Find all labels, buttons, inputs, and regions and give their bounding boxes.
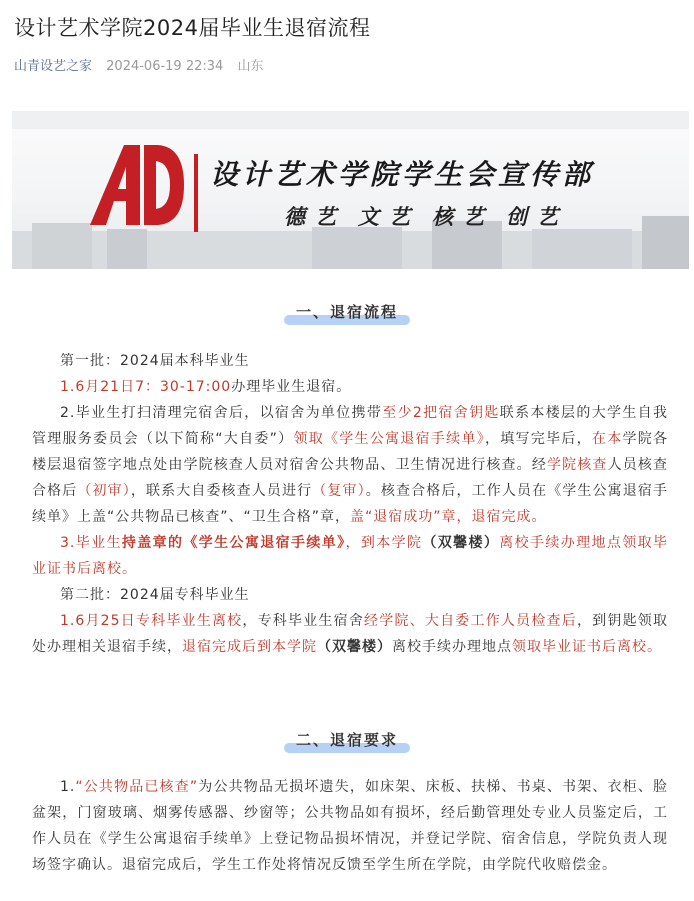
publish-time: 2024-06-19 22:34 bbox=[106, 59, 224, 74]
slogan-item: 德艺 bbox=[284, 204, 346, 229]
author-link[interactable]: 山青设艺之家 bbox=[14, 59, 93, 74]
paragraph: 1.“公共物品已核查”为公共物品无损坏遗失，如床架、床板、扶梯、书桌、书架、衣柜、脸盆架，门窗玻璃、烟雾传感器、纱窗等；公共物品如有损坏，经后勤管理处专业人员鉴定后，工作人员在《学生公寓退宿手续单》上登记物品损坏情况，并登记学院、宿舍信息，学院负责人现场签字确认。退宿完成后，学生工作处将情况反馈至学生所在学院，由学院代收赔偿金。 bbox=[32, 779, 668, 873]
section1-body bbox=[32, 348, 668, 660]
banner-slogan bbox=[284, 201, 580, 231]
banner-divider bbox=[194, 154, 198, 232]
paragraph: 第二批：2024届专科毕业生 bbox=[60, 587, 250, 603]
banner-image bbox=[12, 111, 689, 269]
section2-body bbox=[32, 774, 668, 878]
paragraph: 2.毕业生打扫清理完宿舍后，以宿舍为单位携带至少2把宿舍钥匙联系本楼层的大学生自我管理服务委员会（以下简称“大自委”）领取《学生公寓退宿手续单》，填写完毕后，在本学院各楼层退宿签字地点处由学院核查人员对宿舍公共物品、卫生情况进行核查。经学院核查人员核查合格后（初审），联系大自委核查人员进行（复审）。核查合格后，工作人员在《学生公寓退宿手续单》上盖“公共物品已核查”、“卫生合格”章，盖“退宿成功”章，退宿完成。 bbox=[32, 405, 669, 525]
logo-icon bbox=[86, 139, 186, 229]
slogan-item: 创艺 bbox=[506, 204, 568, 229]
section-heading-1 bbox=[0, 302, 694, 322]
slogan-item: 文艺 bbox=[358, 204, 420, 229]
section-title: 一、退宿流程 bbox=[295, 303, 398, 321]
paragraph: 第一批：2024届本科毕业生 bbox=[60, 353, 250, 369]
slogan-item: 核艺 bbox=[432, 204, 494, 229]
section-heading-2 bbox=[0, 730, 694, 750]
section-title: 二、退宿要求 bbox=[295, 731, 398, 749]
article-title: 设计艺术学院2024届毕业生退宿流程 bbox=[14, 16, 371, 40]
paragraph: 3.毕业生持盖章的《学生公寓退宿手续单》，到本学院（双馨楼）离校手续办理地点领取毕业证书后离校。 bbox=[32, 535, 669, 577]
paragraph: 1.6月25日专科毕业生离校，专科毕业生宿舍经学院、大自委工作人员检查后，到钥匙领取处办理相关退宿手续，退宿完成后到本学院（双馨楼）离校手续办理地点领取毕业证书后离校。 bbox=[32, 613, 669, 655]
paragraph: 1.6月21日7：30-17:00办理毕业生退宿。 bbox=[60, 379, 352, 395]
location-label: 山东 bbox=[237, 59, 264, 74]
banner-title: 设计艺术学院学生会宣传部 bbox=[210, 158, 595, 191]
article-meta bbox=[14, 58, 263, 76]
